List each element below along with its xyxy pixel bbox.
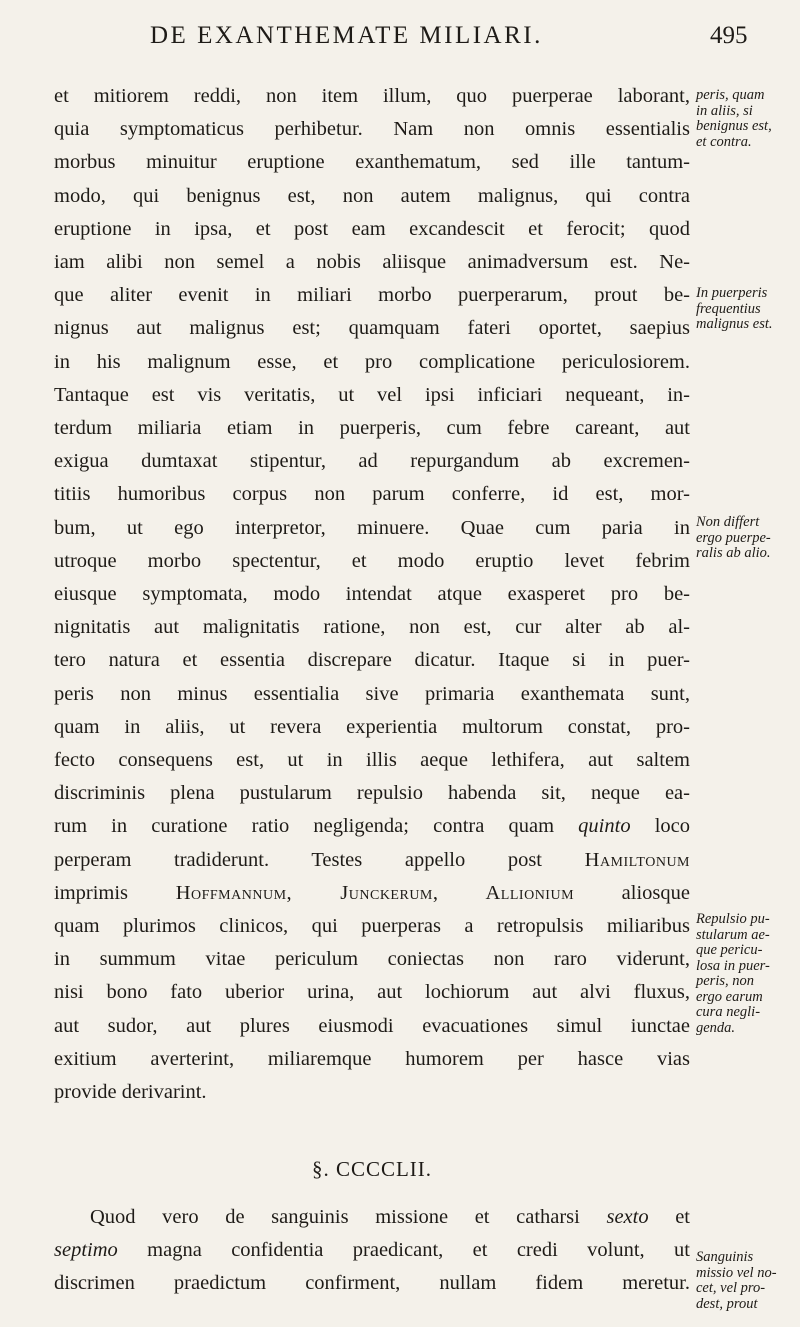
text-line: discriminis plena pustularum repulsio habenda sit, neque ea- <box>54 782 690 805</box>
paragraph-2 <box>54 1201 690 1301</box>
note-line: in aliis, si <box>696 102 753 119</box>
text-line: exigua dumtaxat stipentur, ad repurgandum ab excremen- <box>54 450 690 473</box>
text-line: in his malignum esse, et pro complicatione periculosiorem. <box>54 350 690 373</box>
italic-term: septimo <box>54 1238 118 1261</box>
text-fragment: Quod vero de sanguinis missione et catharsi <box>90 1205 580 1228</box>
page-number: 495 <box>710 22 748 49</box>
text-line: tero natura et essentia discrepare dicatur. Itaque si in puer- <box>54 649 690 672</box>
note-line: genda. <box>696 1019 736 1036</box>
italic-term: quinto <box>578 815 631 838</box>
text-line: nisi bono fato uberior urina, aut lochiorum aut alvi fluxus, <box>54 981 690 1004</box>
note-line: et contra. <box>696 133 752 150</box>
text-line: Tantaque est vis veritatis, ut vel ipsi inficiari nequeant, in- <box>54 383 690 406</box>
marginal-note-3 <box>696 515 800 562</box>
text-line: quia symptomaticus perhibetur. Nam non omnis essentialis <box>54 118 690 141</box>
text-fragment: et <box>675 1205 690 1228</box>
note-line: peris, quam <box>696 87 765 103</box>
text-line <box>54 844 690 877</box>
note-line: que pericu- <box>696 942 763 958</box>
text-fragment: aliosque <box>621 881 690 904</box>
note-line: dest, prout <box>696 1295 758 1312</box>
text-line <box>54 877 690 910</box>
text-line: exitium averterint, miliaremque humorem per hasce vias <box>54 1047 690 1070</box>
note-line: ergo earum <box>696 988 763 1005</box>
text-line <box>54 1201 690 1234</box>
text-fragment: perperam tradiderunt. Testes appello post <box>54 848 543 871</box>
note-line: ralis ab alio. <box>696 545 771 561</box>
text-fragment: imprimis <box>54 881 129 904</box>
section-heading: §. CCCCLII. <box>311 1157 433 1182</box>
text-line: eiusque symptomata, modo intendat atque exasperet pro be- <box>54 583 690 606</box>
marginal-notes-column <box>696 0 800 1327</box>
text-line: quam in aliis, ut revera experientia multorum constat, pro- <box>54 715 690 738</box>
text-line: iam alibi non semel a nobis aliisque animadversum est. Ne- <box>54 251 690 274</box>
text-line: quam plurimos clinicos, qui puerperas a retropulsis miliaribus <box>54 915 690 938</box>
text-line: et mitiorem reddi, non item illum, quo puerperae laborant, <box>54 85 690 107</box>
text-line: modo, qui benignus est, non autem malignus, qui contra <box>54 184 690 207</box>
text-line: provide derivarint. <box>54 1081 207 1104</box>
text-line: titiis humoribus corpus non parum conferre, id est, mor- <box>54 483 690 506</box>
note-line: stularum ae- <box>696 926 770 943</box>
text-line: nignus aut malignus est; quamquam fateri oportet, saepius <box>54 317 690 340</box>
note-line: losa in puer- <box>696 957 770 974</box>
note-line: missio vel no- <box>696 1264 777 1281</box>
text-line: que aliter evenit in miliari morbo puerperarum, prout be- <box>54 284 690 307</box>
text-line: bum, ut ego interpretor, minuere. Quae cum paria in <box>54 516 690 539</box>
note-line: frequentius <box>696 300 761 317</box>
note-line: cet, vel pro- <box>696 1280 766 1296</box>
marginal-note-2 <box>696 286 800 333</box>
author-name: Hamiltonum <box>584 848 691 871</box>
text-line: morbus minuitur eruptione exanthematum, sed ille tantum- <box>54 151 690 174</box>
text-fragment: rum in curatione ratio negligenda; contra quam <box>54 815 555 838</box>
marginal-note-4 <box>696 912 800 1036</box>
text-line: terdum miliaria etiam in puerperis, cum febre careant, aut <box>54 417 690 440</box>
text-line: peris non minus essentialia sive primaria exanthemata sunt, <box>54 682 690 705</box>
text-line: utroque morbo spectentur, et modo eruptio levet febrim <box>54 549 690 572</box>
note-line: ergo puerpe- <box>696 529 771 546</box>
text-line: eruptione in ipsa, et post eam excandescit et ferocit; quod <box>54 217 690 240</box>
marginal-note-5 <box>696 1250 800 1312</box>
note-line: In puerperis <box>696 285 768 301</box>
main-text-column <box>54 80 690 1300</box>
text-line: nignitatis aut malignitatis ratione, non est, cur alter ab al- <box>54 616 690 639</box>
note-line: cura negli- <box>696 1004 761 1020</box>
text-line: aut sudor, aut plures eiusmodi evacuationes simul iunctae <box>54 1014 690 1037</box>
note-line: Repulsio pu- <box>696 911 770 927</box>
text-line: discrimen praedictum confirment, nullam fidem meretur. <box>54 1271 690 1294</box>
text-fragment: loco <box>654 815 691 838</box>
text-line <box>54 1234 690 1267</box>
paragraph-1 <box>54 80 690 1109</box>
note-line: malignus est. <box>696 316 773 332</box>
running-title: DE EXANTHEMATE MILIARI. <box>150 22 543 49</box>
text-line <box>54 810 690 843</box>
text-line: fecto consequens est, ut in illis aeque lethifera, aut saltem <box>54 749 690 772</box>
author-names: Hoffmannum, Junckerum, Allionium <box>175 881 575 904</box>
note-line: Non differt <box>696 514 760 530</box>
note-line: Sanguinis <box>696 1249 754 1265</box>
running-head <box>0 22 800 62</box>
note-line: peris, non <box>696 973 754 989</box>
note-line: benignus est, <box>696 118 772 134</box>
marginal-note-1 <box>696 88 800 150</box>
text-line: in summum vitae periculum coniectas non raro viderunt, <box>54 948 690 971</box>
italic-term: sexto <box>606 1205 649 1228</box>
text-fragment: magna confidentia praedicant, et credi volunt, ut <box>147 1238 691 1261</box>
